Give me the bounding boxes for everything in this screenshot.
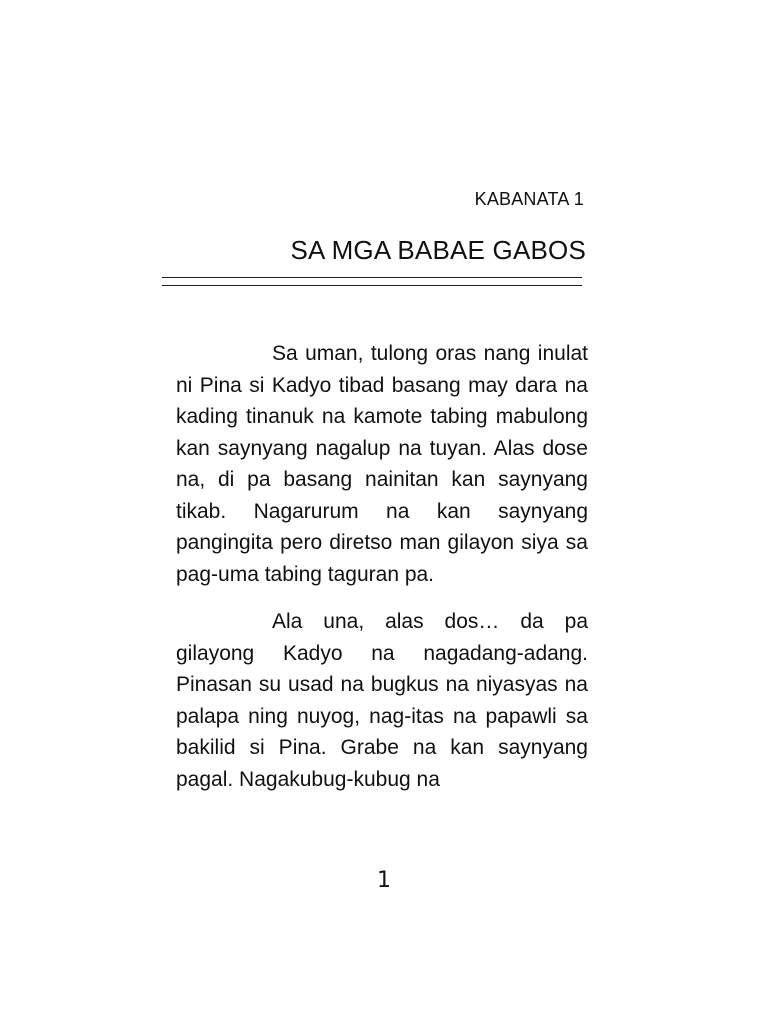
body-text	[176, 338, 588, 811]
title-rule-bottom	[162, 285, 582, 286]
paragraph: Ala una, alas dos… da pa gilayong Kadyo na nagadang-adang. Pinasan su usad na bugkus na niyasyas na palapa ning nuyog, nag-itas na papawli sa bakilid si Pina. Grabe na kan saynyang pagal. Nagakubug-kubug na	[176, 610, 588, 791]
page-number: 1	[377, 868, 391, 893]
title-rule-top	[162, 277, 582, 278]
chapter-label: KABANATA 1	[474, 189, 584, 209]
chapter-title: SA MGA BABAE GABOS	[290, 235, 586, 265]
paragraph: Sa uman, tulong oras nang inulat ni Pina si Kadyo tibad basang may dara na kading tinanuk na kamote tabing mabulong kan saynyang nagalup na tuyan. Alas dose na, di pa basang nainitan kan saynyang tikab. Nagarurum na kan saynyang pangingita pero diretso man gilayon siya sa pag-uma tabing taguran pa.	[176, 342, 588, 586]
